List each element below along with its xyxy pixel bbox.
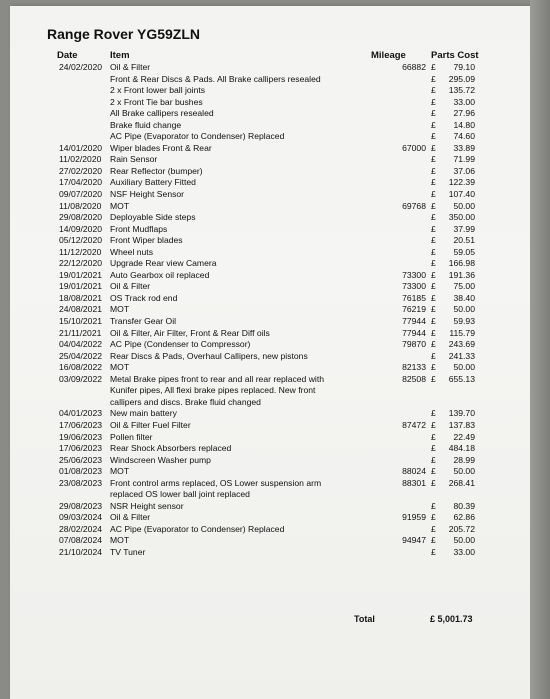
table-row — [0, 154, 540, 166]
table-row — [0, 420, 540, 432]
row-item: Wiper blades Front & Rear — [110, 142, 212, 153]
row-item: New main battery — [110, 408, 177, 419]
row-currency: £ — [431, 108, 436, 119]
table-row — [0, 432, 540, 444]
table-row — [0, 547, 540, 559]
row-currency: £ — [431, 431, 436, 442]
row-currency: £ — [431, 292, 436, 303]
table-row — [0, 281, 540, 293]
row-item: Wheel nuts — [110, 246, 153, 257]
row-amount: 295.09 — [448, 73, 475, 84]
total-value: £ 5,001.73 — [430, 614, 473, 624]
row-date: 29/08/2023 — [59, 500, 103, 511]
row-currency: £ — [431, 62, 436, 72]
row-item: Oil & Filter — [110, 62, 151, 72]
row-date: 22/12/2020 — [59, 258, 103, 269]
row-mileage: 77944 — [402, 316, 426, 327]
row-mileage: 69768 — [402, 200, 426, 211]
table-row — [0, 212, 540, 224]
row-mileage: 87472 — [402, 419, 426, 430]
row-item: NSR Height sensor — [110, 500, 184, 511]
table-row — [0, 304, 540, 316]
row-amount: 28.99 — [453, 454, 475, 465]
row-amount: 166.98 — [448, 258, 475, 269]
table-row — [0, 120, 540, 132]
row-amount: 14.80 — [453, 119, 475, 130]
table-row — [0, 512, 540, 524]
row-item: Pollen filter — [110, 431, 153, 442]
row-date: 25/06/2023 — [59, 454, 103, 465]
row-mileage: 82508 — [402, 373, 426, 384]
row-item: Upgrade Rear view Camera — [110, 258, 217, 269]
row-item: Front control arms replaced, OS Lower suspension arm — [110, 477, 322, 488]
row-item: MOT — [110, 466, 130, 477]
row-amount: 484.18 — [448, 443, 475, 454]
row-amount: 62.86 — [453, 512, 475, 523]
row-currency: £ — [431, 200, 436, 211]
row-item: AC Pipe (Evaporator to Condenser) Replaced — [110, 523, 285, 534]
table-row — [0, 166, 540, 178]
row-amount: 33.00 — [453, 96, 475, 107]
row-item: Auxiliary Battery Fitted — [110, 177, 196, 188]
table-row — [0, 293, 540, 305]
row-amount: 50.00 — [453, 200, 475, 211]
row-item: Windscreen Washer pump — [110, 454, 211, 465]
row-date: 24/08/2021 — [59, 304, 103, 315]
header-parts-cost: Parts Cost — [431, 50, 479, 61]
row-currency: £ — [431, 373, 436, 384]
row-item: MOT — [110, 362, 130, 373]
row-date: 11/12/2020 — [59, 246, 102, 257]
row-currency: £ — [431, 304, 436, 315]
table-row — [0, 258, 540, 270]
header-item: Item — [110, 50, 130, 61]
row-mileage: 77944 — [402, 327, 426, 338]
row-mileage: 79870 — [402, 339, 426, 350]
row-currency: £ — [431, 466, 436, 477]
row-item: AC Pipe (Condenser to Compressor) — [110, 339, 251, 350]
row-date: 24/02/2020 — [59, 62, 103, 72]
row-item: Deployable Side steps — [110, 212, 196, 223]
row-amount: 655.13 — [448, 373, 475, 384]
row-item: MOT — [110, 200, 130, 211]
table-row — [0, 443, 540, 455]
header-mileage: Mileage — [371, 50, 406, 61]
row-item: 2 x Front Tie bar bushes — [110, 96, 203, 107]
row-amount: 50.00 — [453, 362, 475, 373]
table-row — [0, 466, 540, 478]
row-amount: 50.00 — [453, 466, 475, 477]
row-date: 03/09/2022 — [59, 373, 103, 384]
row-date: 17/06/2023 — [59, 419, 103, 430]
table-row — [0, 62, 540, 74]
row-date: 09/07/2020 — [59, 189, 103, 200]
row-date: 23/08/2023 — [59, 477, 103, 488]
row-amount: 79.10 — [453, 62, 475, 72]
row-amount: 20.51 — [453, 235, 475, 246]
row-item: OS Track rod end — [110, 292, 178, 303]
row-item: NSF Height Sensor — [110, 189, 185, 200]
row-date: 14/01/2020 — [59, 142, 103, 153]
table-row — [0, 535, 540, 547]
row-date: 21/10/2024 — [59, 546, 103, 557]
row-item: All Brake callipers resealed — [110, 108, 214, 119]
row-amount: 59.93 — [453, 316, 475, 327]
table-row — [0, 374, 540, 386]
row-item: Oil & Filter Fuel Filter — [110, 419, 191, 430]
row-date: 04/01/2023 — [59, 408, 103, 419]
row-item: Kunifer pipes, All flexi brake pipes replaced. New front — [110, 385, 316, 396]
row-amount: 135.72 — [448, 85, 475, 96]
row-currency: £ — [431, 73, 436, 84]
document-title: Range Rover YG59ZLN — [47, 26, 201, 42]
row-item: Rear Shock Absorbers replaced — [110, 443, 232, 454]
row-currency: £ — [431, 246, 436, 257]
row-amount: 137.83 — [448, 419, 475, 430]
row-item: callipers and discs. Brake fluid changed — [110, 396, 261, 407]
row-mileage: 73300 — [402, 269, 426, 280]
row-currency: £ — [431, 546, 436, 557]
row-amount: 268.41 — [448, 477, 475, 488]
row-date: 19/01/2021 — [59, 269, 103, 280]
row-currency: £ — [431, 523, 436, 534]
row-amount: 139.70 — [448, 408, 475, 419]
row-amount: 37.06 — [453, 165, 475, 176]
row-amount: 27.96 — [453, 108, 475, 119]
row-amount: 33.89 — [453, 142, 475, 153]
row-item: Oil & Filter, Air Filter, Front & Rear Diff oils — [110, 327, 270, 338]
row-amount: 71.99 — [453, 154, 475, 165]
row-item: Auto Gearbox oil replaced — [110, 269, 210, 280]
row-currency: £ — [431, 350, 436, 361]
row-amount: 74.60 — [453, 131, 475, 142]
row-item: Oil & Filter — [110, 281, 151, 292]
table-row — [0, 524, 540, 536]
row-item: TV Tuner — [110, 546, 146, 557]
row-amount: 241.33 — [448, 350, 475, 361]
row-date: 09/03/2024 — [59, 512, 103, 523]
row-amount: 80.39 — [453, 500, 475, 511]
row-date: 21/11/2021 — [59, 327, 102, 338]
row-item: replaced OS lower ball joint replaced — [110, 489, 250, 500]
row-amount: 350.00 — [448, 212, 475, 223]
table-row — [0, 247, 540, 259]
row-item: Metal Brake pipes front to rear and all rear replaced with — [110, 373, 324, 384]
row-currency: £ — [431, 327, 436, 338]
row-amount: 107.40 — [448, 189, 475, 200]
row-date: 17/04/2020 — [59, 177, 103, 188]
row-currency: £ — [431, 131, 436, 142]
row-item: 2 x Front lower ball joints — [110, 85, 206, 96]
table-row — [0, 489, 540, 501]
row-currency: £ — [431, 85, 436, 96]
row-currency: £ — [431, 362, 436, 373]
row-date: 19/06/2023 — [59, 431, 103, 442]
row-item: Front Mudflaps — [110, 223, 168, 234]
table-row — [0, 131, 540, 143]
row-mileage: 76219 — [402, 304, 426, 315]
row-currency: £ — [431, 223, 436, 234]
row-currency: £ — [431, 142, 436, 153]
row-item: Brake fluid change — [110, 119, 182, 130]
row-currency: £ — [431, 316, 436, 327]
table-row — [0, 408, 540, 420]
table-row — [0, 501, 540, 513]
row-currency: £ — [431, 443, 436, 454]
table-row — [0, 235, 540, 247]
row-amount: 37.99 — [453, 223, 475, 234]
row-amount: 50.00 — [453, 535, 475, 546]
row-item: Front & Rear Discs & Pads. All Brake callipers resealed — [110, 73, 321, 84]
row-date: 11/08/2020 — [59, 200, 102, 211]
row-currency: £ — [431, 96, 436, 107]
row-currency: £ — [431, 119, 436, 130]
table-row — [0, 97, 540, 109]
row-date: 15/10/2021 — [59, 316, 103, 327]
table-row — [0, 108, 540, 120]
row-item: Rear Discs & Pads, Overhaul Callipers, new pistons — [110, 350, 308, 361]
table-row — [0, 189, 540, 201]
row-amount: 59.05 — [453, 246, 475, 257]
row-date: 18/08/2021 — [59, 292, 103, 303]
row-amount: 75.00 — [453, 281, 475, 292]
row-date: 28/02/2024 — [59, 523, 103, 534]
header-date: Date — [57, 50, 78, 61]
row-mileage: 76185 — [402, 292, 426, 303]
row-currency: £ — [431, 154, 436, 165]
row-currency: £ — [431, 477, 436, 488]
row-amount: 191.36 — [448, 269, 475, 280]
total-label: Total — [354, 614, 375, 624]
table-row — [0, 177, 540, 189]
row-currency: £ — [431, 269, 436, 280]
table-row — [0, 455, 540, 467]
table-row — [0, 201, 540, 213]
row-amount: 205.72 — [448, 523, 475, 534]
row-date: 29/08/2020 — [59, 212, 103, 223]
row-currency: £ — [431, 512, 436, 523]
table-row — [0, 339, 540, 351]
row-date: 27/02/2020 — [59, 165, 103, 176]
row-mileage: 88301 — [402, 477, 426, 488]
row-item: Rain Sensor — [110, 154, 158, 165]
row-mileage: 88024 — [402, 466, 426, 477]
row-date: 07/08/2024 — [59, 535, 103, 546]
row-item: MOT — [110, 535, 130, 546]
row-currency: £ — [431, 408, 436, 419]
table-row — [0, 224, 540, 236]
row-amount: 122.39 — [448, 177, 475, 188]
row-item: Rear Reflector (bumper) — [110, 165, 203, 176]
row-currency: £ — [431, 500, 436, 511]
table-row — [0, 85, 540, 97]
row-item: MOT — [110, 304, 130, 315]
row-amount: 38.40 — [453, 292, 475, 303]
row-currency: £ — [431, 235, 436, 246]
row-item: Transfer Gear Oil — [110, 316, 177, 327]
table-row — [0, 397, 540, 409]
row-amount: 243.69 — [448, 339, 475, 350]
table-row — [0, 316, 540, 328]
row-currency: £ — [431, 419, 436, 430]
row-amount: 33.00 — [453, 546, 475, 557]
table-row — [0, 385, 540, 397]
row-currency: £ — [431, 165, 436, 176]
row-mileage: 94947 — [402, 535, 426, 546]
row-amount: 115.79 — [449, 327, 475, 338]
row-amount: 22.49 — [453, 431, 475, 442]
row-currency: £ — [431, 258, 436, 269]
row-date: 14/09/2020 — [59, 223, 103, 234]
row-date: 17/06/2023 — [59, 443, 103, 454]
row-date: 05/12/2020 — [59, 235, 103, 246]
table-row — [0, 74, 540, 86]
row-mileage: 91959 — [402, 512, 426, 523]
row-date: 01/08/2023 — [59, 466, 103, 477]
table-row — [0, 270, 540, 282]
row-date: 19/01/2021 — [59, 281, 103, 292]
table-row — [0, 362, 540, 374]
row-amount: 50.00 — [453, 304, 475, 315]
row-item: Oil & Filter — [110, 512, 151, 523]
table-row — [0, 351, 540, 363]
row-mileage: 73300 — [402, 281, 426, 292]
table-row — [0, 478, 540, 490]
row-mileage: 66882 — [402, 62, 426, 72]
cost-table — [0, 62, 540, 559]
table-row — [0, 328, 540, 340]
table-row — [0, 143, 540, 155]
row-item: AC Pipe (Evaporator to Condenser) Replaced — [110, 131, 285, 142]
row-mileage: 82133 — [402, 362, 426, 373]
row-date: 11/02/2020 — [59, 154, 102, 165]
row-item: Front Wiper blades — [110, 235, 183, 246]
row-currency: £ — [431, 212, 436, 223]
row-date: 25/04/2022 — [59, 350, 103, 361]
row-currency: £ — [431, 189, 436, 200]
row-currency: £ — [431, 339, 436, 350]
row-date: 04/04/2022 — [59, 339, 103, 350]
row-currency: £ — [431, 454, 436, 465]
row-currency: £ — [431, 177, 436, 188]
row-date: 16/08/2022 — [59, 362, 103, 373]
row-currency: £ — [431, 535, 436, 546]
row-currency: £ — [431, 281, 436, 292]
row-mileage: 67000 — [402, 142, 426, 153]
